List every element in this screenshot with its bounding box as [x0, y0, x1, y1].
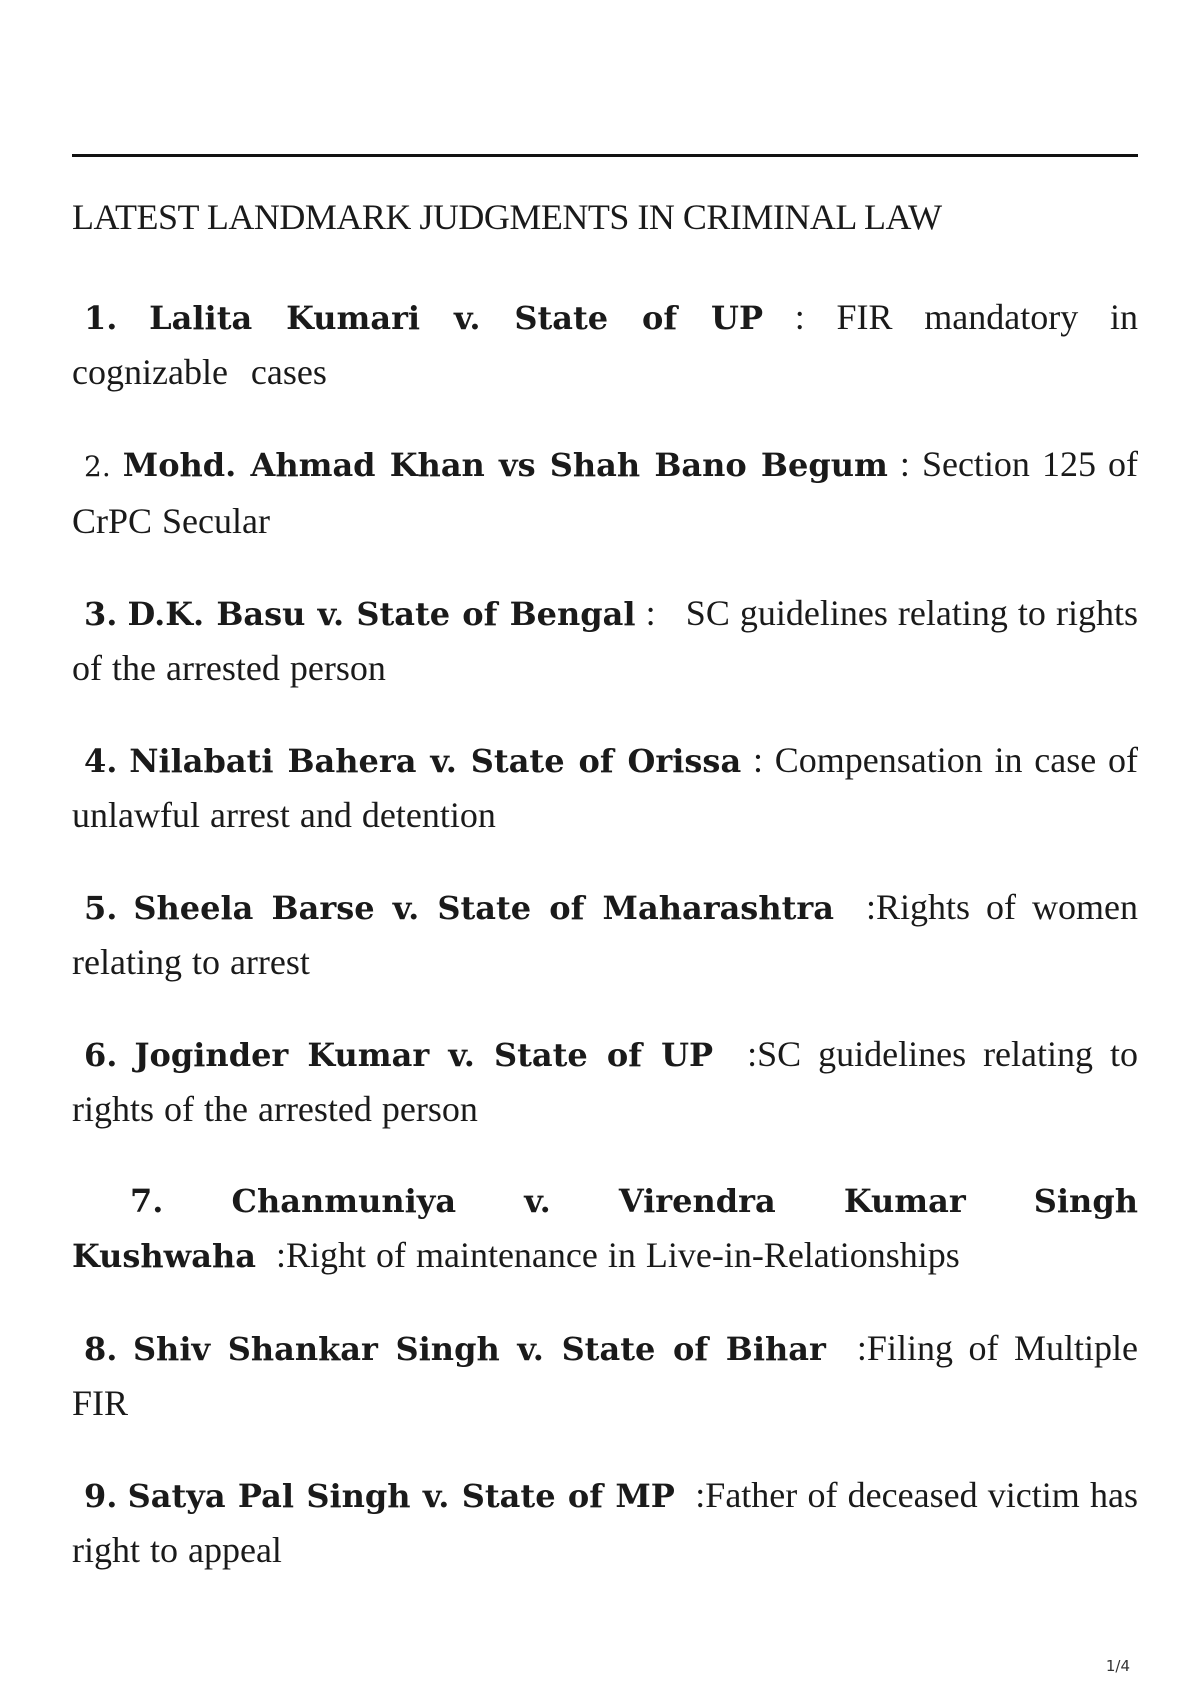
case-name: D.K. Basu v. State of Bengal — [127, 595, 636, 633]
case-item — [72, 586, 1138, 695]
case-number: 5. — [84, 889, 118, 927]
case-number: 7. — [130, 1182, 164, 1220]
case-name-word: Chanmuniya — [231, 1182, 457, 1220]
case-description: Father of deceased victim has right to appeal — [72, 1475, 1138, 1570]
document-title: LATEST LANDMARK JUDGMENTS IN CRIMINAL LAW — [72, 197, 942, 237]
case-item — [72, 880, 1138, 989]
case-description: Filing of Multiple FIR — [72, 1328, 1138, 1423]
case-separator: : — [741, 740, 775, 780]
case-description: SC guidelines relating to rights of the arrested person — [72, 1034, 1139, 1129]
case-separator: : — [825, 1328, 867, 1368]
case-number: 4. — [84, 742, 118, 780]
case-name-word: Virendra — [618, 1182, 776, 1220]
case-item — [72, 1468, 1138, 1577]
case-separator: : — [887, 444, 922, 484]
case-item — [72, 1321, 1138, 1430]
case-number: 6. — [84, 1036, 118, 1074]
case-description: Rights of women relating to arrest — [72, 887, 1139, 982]
case-name: Shiv Shankar Singh v. State of Bihar — [132, 1330, 826, 1368]
case-item — [72, 437, 1138, 548]
case-name: Nilabati Bahera v. State of Orissa — [129, 742, 742, 780]
case-description: SC guidelines relating to rights of the arrested person — [72, 593, 1138, 688]
case-separator: : — [833, 887, 876, 927]
case-item — [72, 1174, 1138, 1283]
case-description: FIR mandatory in cognizable cases — [72, 297, 1138, 392]
case-separator: : — [255, 1235, 286, 1275]
case-separator: : — [674, 1475, 706, 1515]
case-list — [72, 290, 1138, 1615]
header-rule — [72, 154, 1138, 157]
case-item — [72, 733, 1138, 842]
case-number: 2. — [84, 450, 111, 483]
case-number: 9. — [84, 1477, 118, 1515]
case-separator: : — [713, 1034, 758, 1074]
case-description: Right of maintenance in Live-in-Relationships — [285, 1235, 960, 1275]
case-number: 8. — [84, 1330, 118, 1368]
case-item — [72, 1027, 1138, 1136]
case-description: Section 125 of CrPC Secular — [72, 444, 1138, 541]
case-name: Satya Pal Singh v. State of MP — [127, 1477, 675, 1515]
case-name: Mohd. Ahmad Khan vs Shah Bano Begum — [122, 446, 888, 484]
case-second-line — [72, 1228, 1138, 1283]
case-name: Lalita Kumari v. State of UP — [149, 299, 764, 337]
case-item — [72, 290, 1138, 399]
case-separator: : — [763, 297, 837, 337]
case-description: Compensation in case of unlawful arrest and detention — [72, 740, 1139, 835]
case-name: Sheela Barse v. State of Maharashtra — [133, 889, 834, 927]
case-separator: : — [635, 593, 686, 633]
case-name: Kushwaha — [72, 1237, 256, 1275]
case-name-word: v. — [524, 1182, 551, 1220]
case-name-word: Kumar — [843, 1182, 966, 1220]
page-number: 1/4 — [1105, 1657, 1130, 1675]
case-number: 1. — [84, 299, 118, 337]
case-name-word: Singh — [1033, 1182, 1138, 1220]
case-number: 3. — [84, 595, 118, 633]
case-first-line — [72, 1174, 1138, 1228]
case-name: Joginder Kumar v. State of UP — [134, 1036, 714, 1074]
